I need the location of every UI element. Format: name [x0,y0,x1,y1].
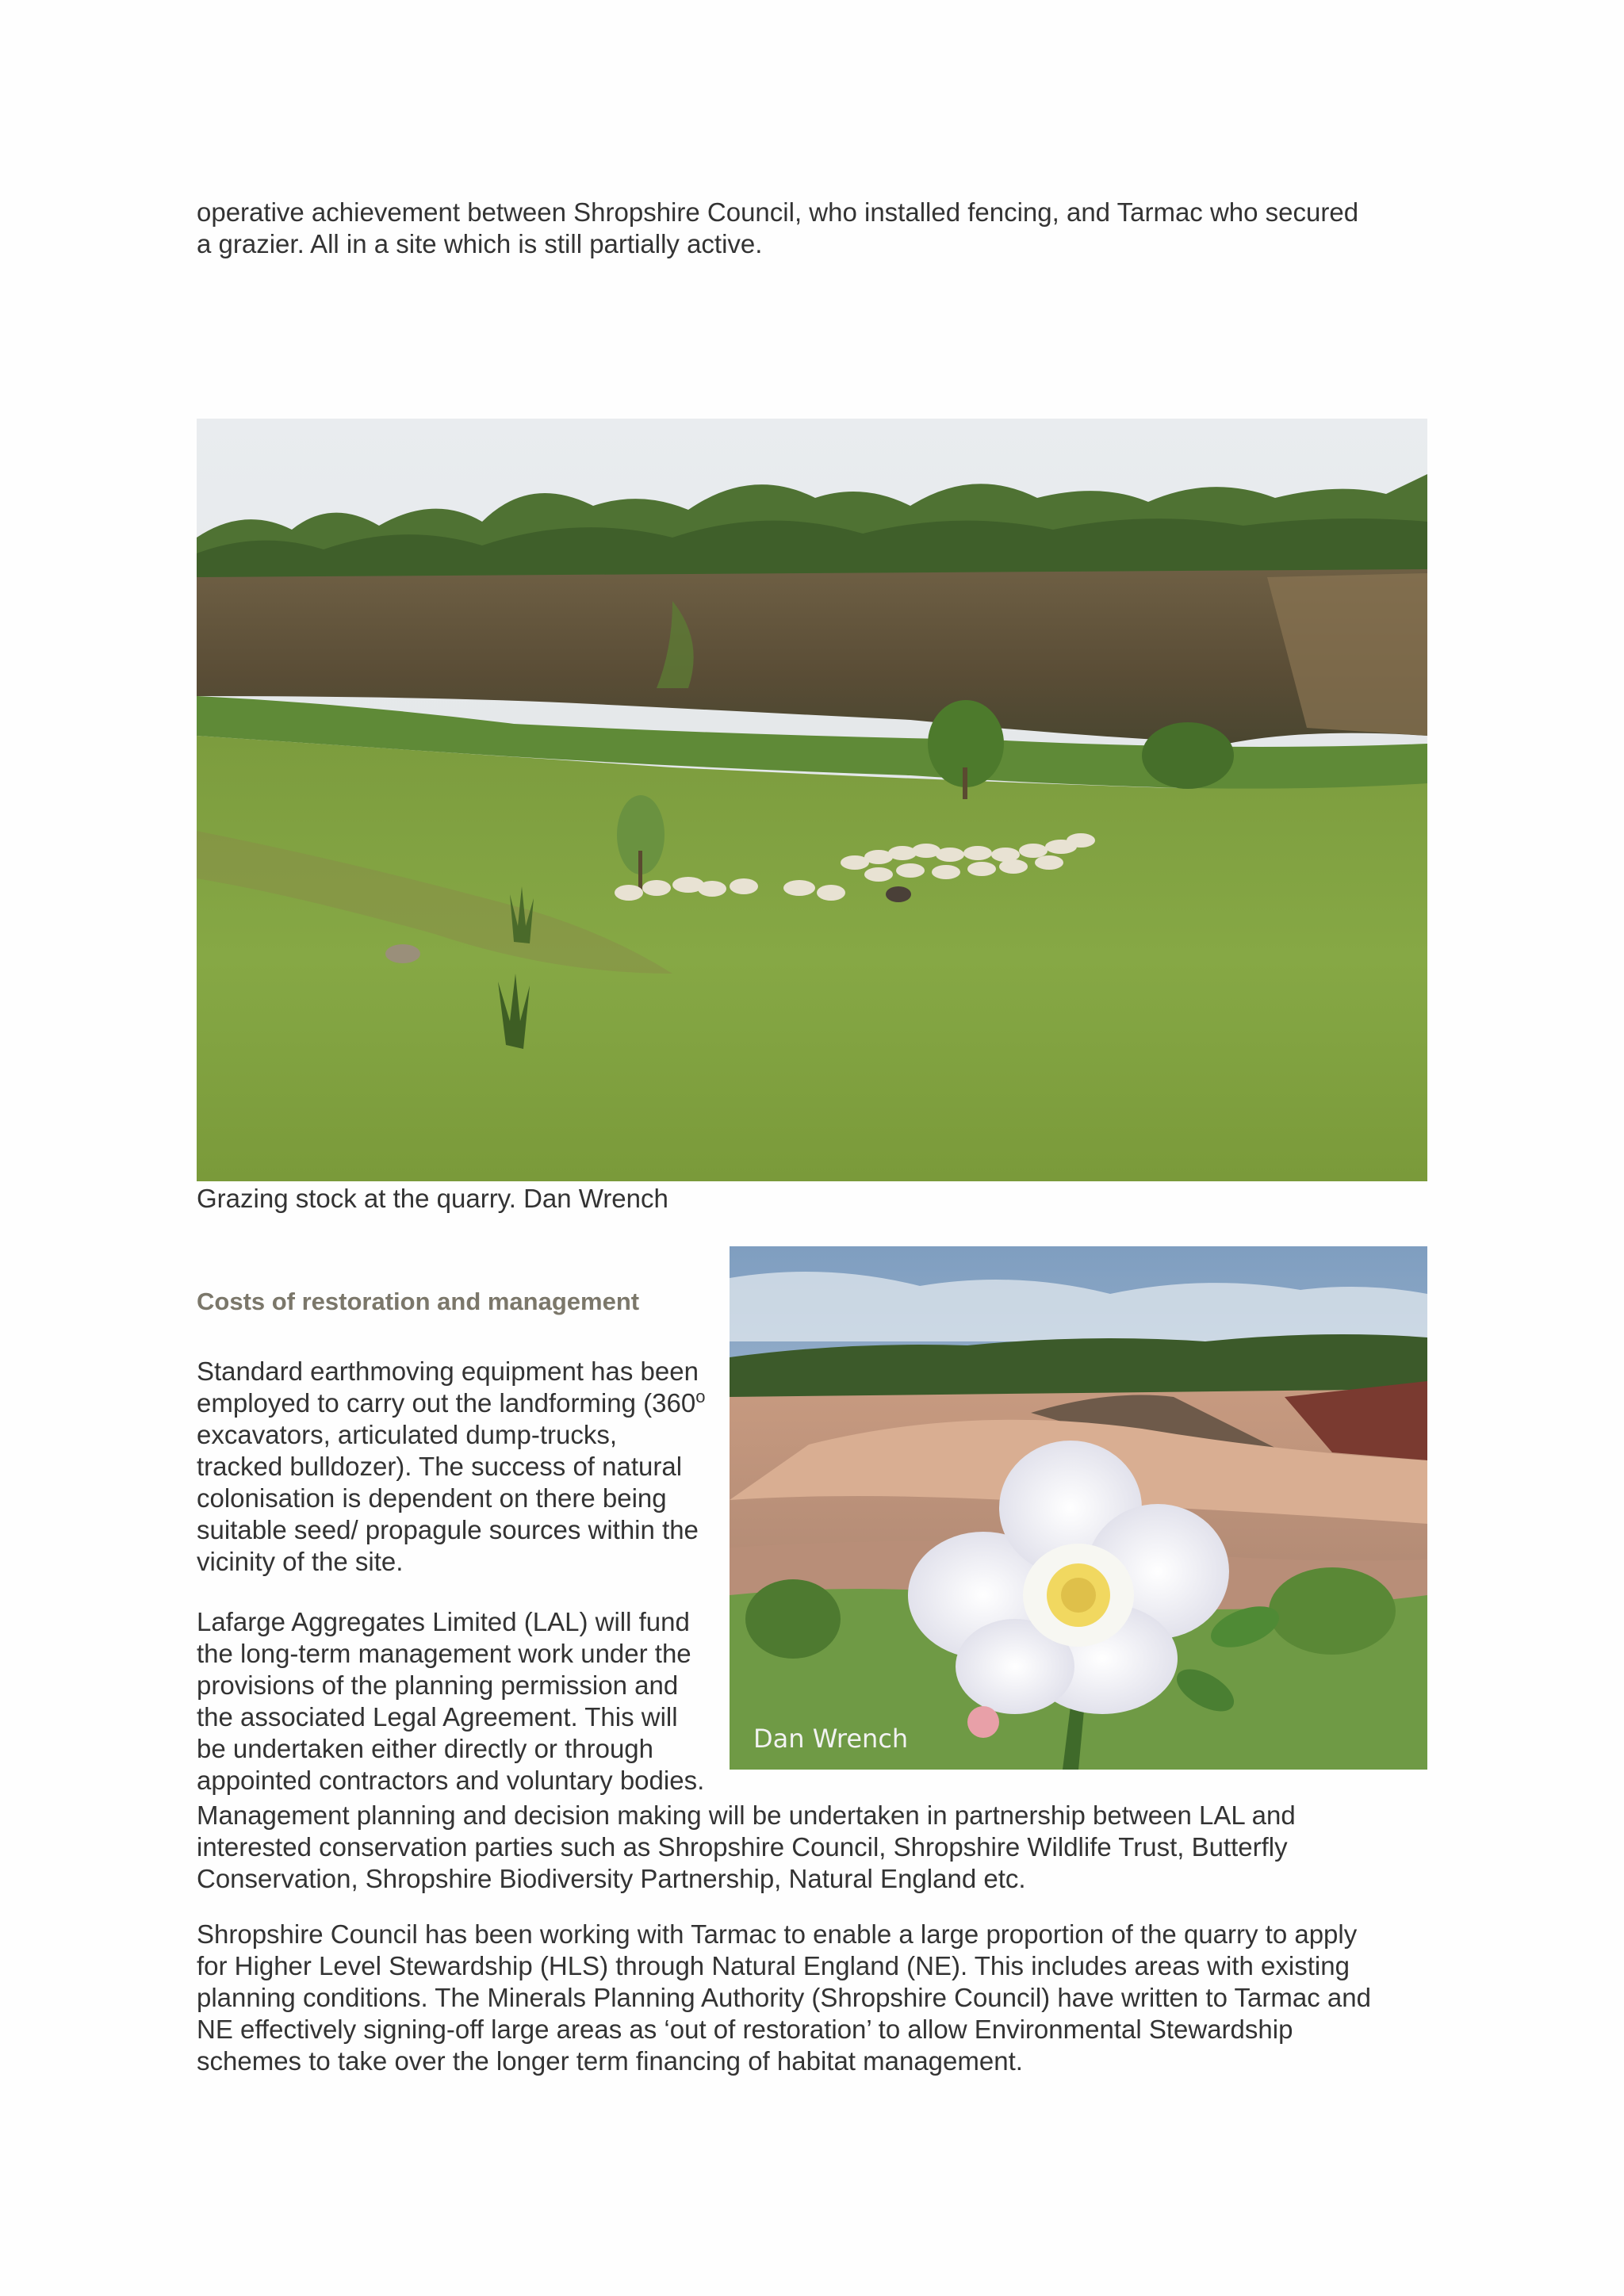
paragraph-line: the associated Legal Agreement. This will [197,1702,678,1732]
paragraph-partnership [197,1800,1296,1895]
paragraph-line: be undertaken either directly or through [197,1734,654,1763]
paragraph-line: Standard earthmoving equipment has been [197,1357,699,1386]
quarry-sheep-photo [197,419,1427,1181]
paragraph-line: vicinity of the site. [197,1547,404,1576]
paragraph-line: employed to carry out the landforming (360$^o$ [197,1387,706,1418]
paragraph-funding [197,1606,704,1797]
quarry-sheep-image [197,419,1427,1181]
paragraph-line: the long-term management work under the [197,1639,691,1668]
intro-line: operative achievement between Shropshire Council, who installed fencing, and Tarmac who secured [197,197,1359,227]
caption-text: Grazing stock at the quarry. Dan Wrench [197,1184,668,1213]
paragraph-line: excavators, articulated dump-trucks, [197,1420,618,1449]
degree-superscript: o [695,1387,706,1406]
heading-text: Costs of restoration and management [197,1288,640,1315]
paragraph-earthmoving [197,1356,705,1578]
figure-caption [197,1183,668,1215]
paragraph-line: Lafarge Aggregates Limited (LAL) will fund [197,1607,690,1636]
intro-line: a grazier. All in a site which is still partially active. [197,229,763,258]
paragraph-line: Shropshire Council has been working with Tarmac to enable a large proportion of the quarry to apply [197,1919,1358,1949]
paragraph-line: Management planning and decision making will be undertaken in partnership between LAL and [197,1800,1296,1830]
paragraph-line: appointed contractors and voluntary bodies. [197,1766,705,1795]
paragraph-line: interested conservation parties such as Shropshire Council, Shropshire Wildlife Trust, Butterfly [197,1832,1288,1862]
paragraph-line: colonisation is dependent on there being [197,1483,667,1513]
intro-paragraph [197,197,1358,260]
photo-credit: Dan Wrench [753,1724,909,1754]
paragraph-line: Conservation, Shropshire Biodiversity Partnership, Natural England etc. [197,1864,1026,1893]
section-heading [197,1286,639,1318]
paragraph-line: planning conditions. The Minerals Planning Authority (Shropshire Council) have written to Tarmac and [197,1983,1371,2012]
paragraph-line: for Higher Level Stewardship (HLS) through Natural England (NE). This includes areas with existing [197,1951,1350,1980]
quarry-rose-photo [730,1246,1427,1770]
paragraph-stewardship [197,1919,1371,2077]
paragraph-line: NE effectively signing-off large areas as ‘out of restoration’ to allow Environmental Stewardship [197,2015,1293,2044]
paragraph-line: tracked bulldozer). The success of natural [197,1452,683,1481]
paragraph-line: schemes to take over the longer term financing of habitat management. [197,2046,1023,2076]
quarry-rose-image [730,1246,1427,1770]
paragraph-line: provisions of the planning permission and [197,1670,679,1700]
paragraph-line: suitable seed/ propagule sources within the [197,1515,699,1544]
